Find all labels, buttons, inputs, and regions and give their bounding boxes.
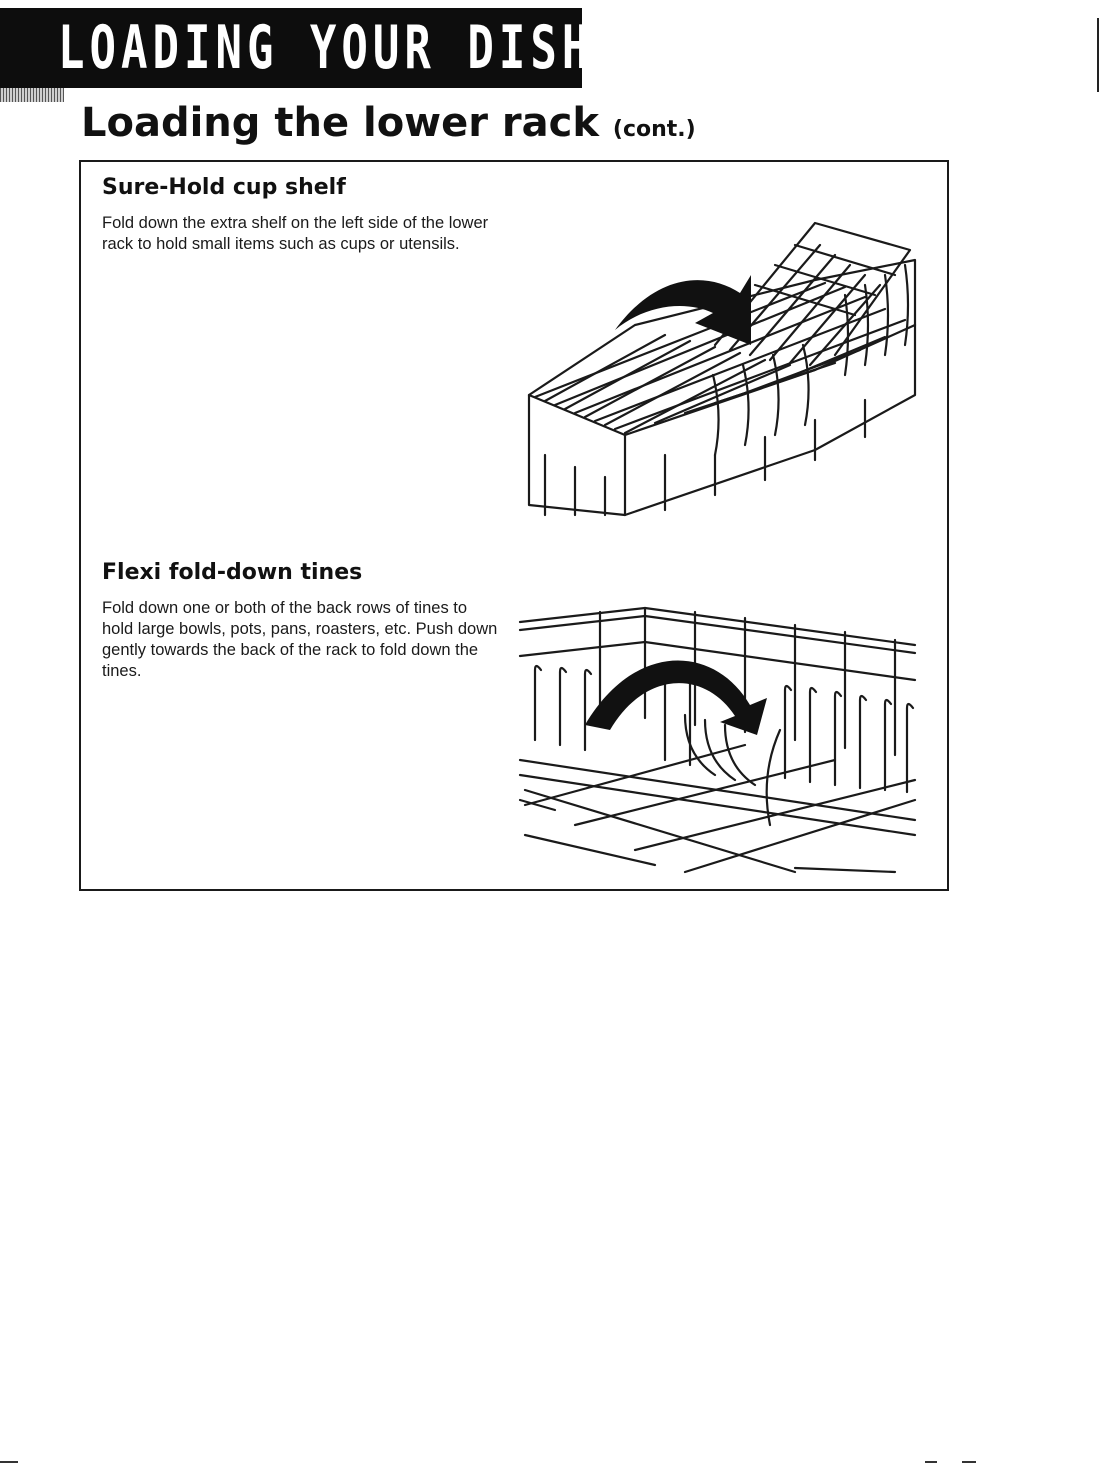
- footer-mark: [0, 1461, 18, 1463]
- banner-tab-decoration: [0, 88, 64, 102]
- page-title-suffix: (cont.): [612, 117, 696, 142]
- footer-mark: [925, 1461, 937, 1463]
- header-banner: [0, 8, 783, 88]
- footer-mark: [962, 1461, 976, 1463]
- page-title: [81, 100, 696, 146]
- section-title-tines: Flexi fold-down tines: [102, 560, 363, 585]
- section-body-cup-shelf: Fold down the extra shelf on the left side of the lower rack to hold small items such as cups or utensils.: [102, 214, 489, 253]
- cup-shelf-rack-illustration: [515, 205, 925, 525]
- section-body-tines: Fold down one or both of the back rows of tines to hold large bowls, pots, pans, roasters, etc. Push down gently towards the back of the rack to fold down the tines.: [102, 599, 498, 680]
- page-title-text: Loading the lower rack: [81, 100, 599, 146]
- page-edge-rule: [1097, 18, 1099, 92]
- fold-down-tines-illustration: [515, 600, 925, 875]
- banner-text: LOADING YOUR DISHWASHER: [58, 14, 783, 83]
- section-title-cup-shelf: Sure-Hold cup shelf: [102, 175, 346, 200]
